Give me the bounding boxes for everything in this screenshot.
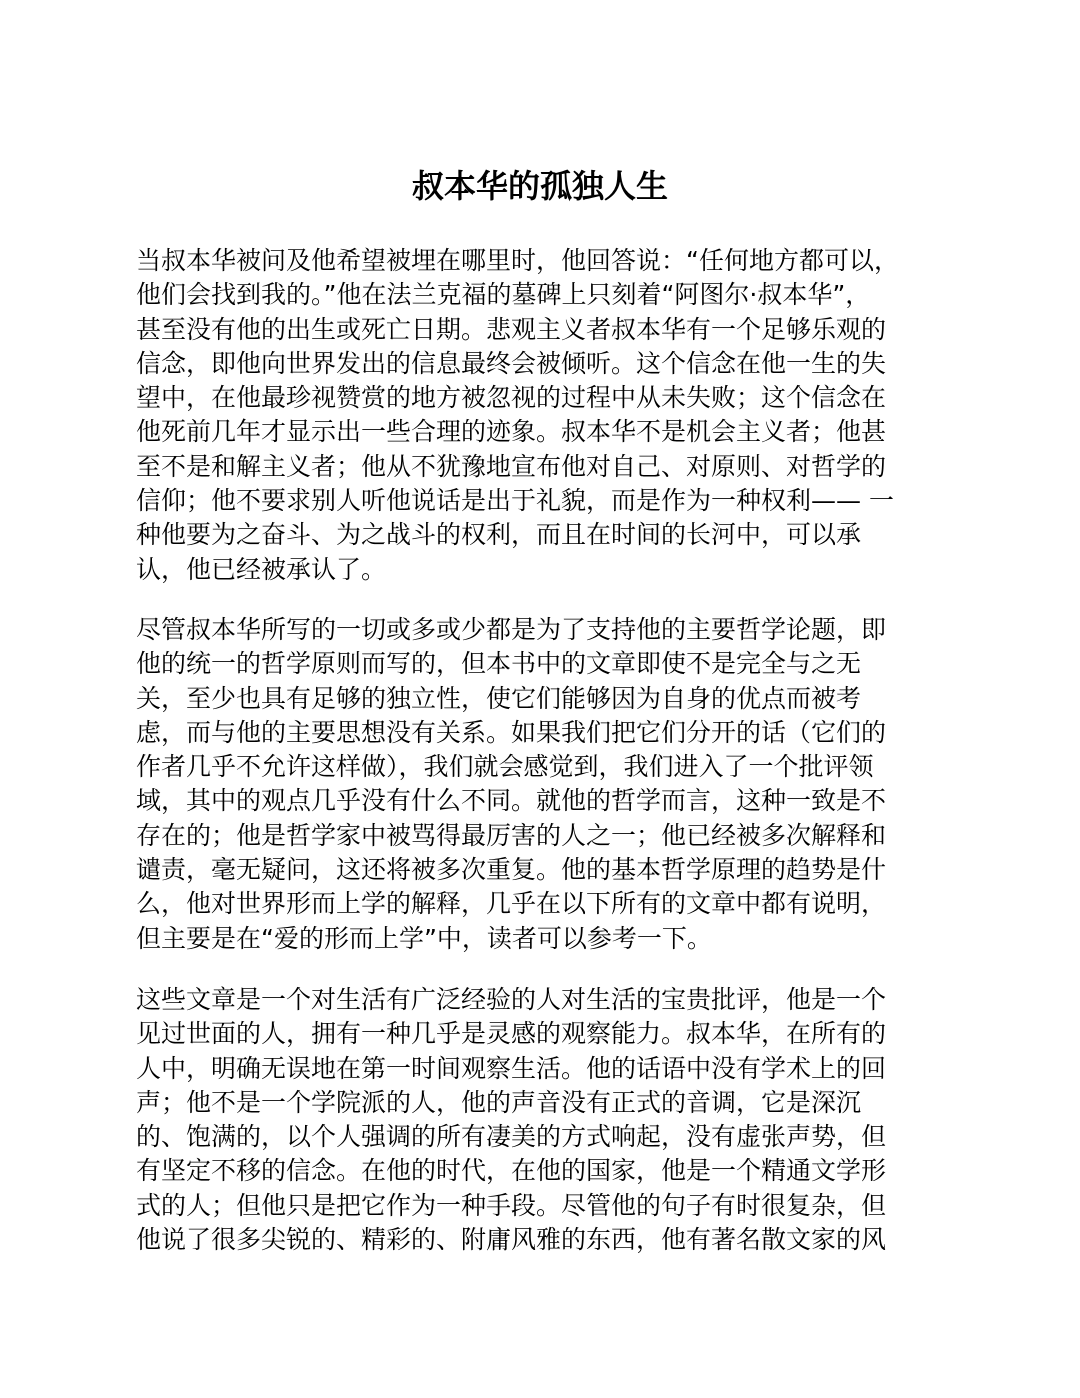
paragraph-1 bbox=[136, 244, 936, 587]
paragraph-line: 种他要为之奋斗、为之战斗的权利，而且在时间的长河中，可以承 bbox=[136, 520, 862, 550]
paragraph-line: 声；他不是一个学院派的人，他的声音没有正式的音调，它是深沉 bbox=[136, 1087, 862, 1117]
paragraph-2 bbox=[136, 613, 936, 956]
paragraph-line: 信念，即他向世界发出的信息最终会被倾听。这个信念在他一生的失 bbox=[136, 348, 887, 378]
paragraph-line: 但主要是在“爱的形而上学”中，读者可以参考一下。 bbox=[136, 923, 712, 953]
paragraph-line: 当叔本华被问及他希望被埋在哪里时，他回答说：“任何地方都可以， bbox=[136, 246, 899, 275]
paragraph-line: 式的人；但他只是把它作为一种手段。尽管他的句子有时很复杂，但 bbox=[136, 1190, 887, 1220]
paragraph-3 bbox=[136, 983, 936, 1257]
paragraph-line: 他死前几年才显示出一些合理的迹象。叔本华不是机会主义者；他甚 bbox=[136, 417, 887, 447]
paragraph-line: 望中，在他最珍视赞赏的地方被忽视的过程中从未失败；这个信念在 bbox=[136, 383, 887, 413]
paragraph-line: 信仰；他不要求别人听他说话是出于礼貌，而是作为一种权利—— 一 bbox=[136, 486, 894, 516]
paragraph-line: 域，其中的观点几乎没有什么不同。就他的哲学而言，这种一致是不 bbox=[136, 786, 887, 816]
paragraph-line: 见过世面的人，拥有一种几乎是灵感的观察能力。叔本华，在所有的 bbox=[136, 1019, 887, 1049]
paragraph-line: 认，他已经被承认了。 bbox=[136, 554, 387, 584]
paragraph-line: 他们会找到我的。”他在法兰克福的墓碑上只刻着“阿图尔·叔本华”， bbox=[136, 280, 871, 310]
paragraph-line: 他说了很多尖锐的、精彩的、附庸风雅的东西，他有著名散文家的风 bbox=[136, 1225, 887, 1255]
paragraph-line: 作者几乎不允许这样做），我们就会感觉到，我们进入了一个批评领 bbox=[136, 752, 874, 782]
paragraph-line: 甚至没有他的出生或死亡日期。悲观主义者叔本华有一个足够乐观的 bbox=[136, 314, 887, 344]
paragraph-line: 人中，明确无误地在第一时间观察生活。他的话语中没有学术上的回 bbox=[136, 1053, 887, 1083]
paragraph-line: 关，至少也具有足够的独立性，使它们能够因为自身的优点而被考 bbox=[136, 683, 862, 713]
paragraph-line: 这些文章是一个对生活有广泛经验的人对生活的宝贵批评，他是一个 bbox=[136, 985, 887, 1014]
paragraph-line: 尽管叔本华所写的一切或多或少都是为了支持他的主要哲学论题，即 bbox=[136, 615, 887, 644]
paragraph-line: 他的统一的哲学原则而写的，但本书中的文章即使不是完全与之无 bbox=[136, 649, 862, 679]
paragraph-line: 虑，而与他的主要思想没有关系。如果我们把它们分开的话（它们的 bbox=[136, 717, 887, 747]
paragraph-line: 的、饱满的，以个人强调的所有凄美的方式响起，没有虚张声势，但 bbox=[136, 1122, 887, 1152]
document-title: 叔本华的孤独人生 bbox=[411, 167, 668, 205]
paragraph-line: 有坚定不移的信念。在他的时代，在他的国家，他是一个精通文学形 bbox=[136, 1156, 887, 1186]
paragraph-line: 谴责，毫无疑问，这还将被多次重复。他的基本哲学原理的趋势是什 bbox=[136, 855, 887, 885]
paragraph-line: 么，他对世界形而上学的解释，几乎在以下所有的文章中都有说明， bbox=[136, 889, 887, 919]
paragraph-line: 存在的；他是哲学家中被骂得最厉害的人之一；他已经被多次解释和 bbox=[136, 820, 887, 850]
paragraph-line: 至不是和解主义者；他从不犹豫地宣布他对自己、对原则、对哲学的 bbox=[136, 451, 887, 481]
